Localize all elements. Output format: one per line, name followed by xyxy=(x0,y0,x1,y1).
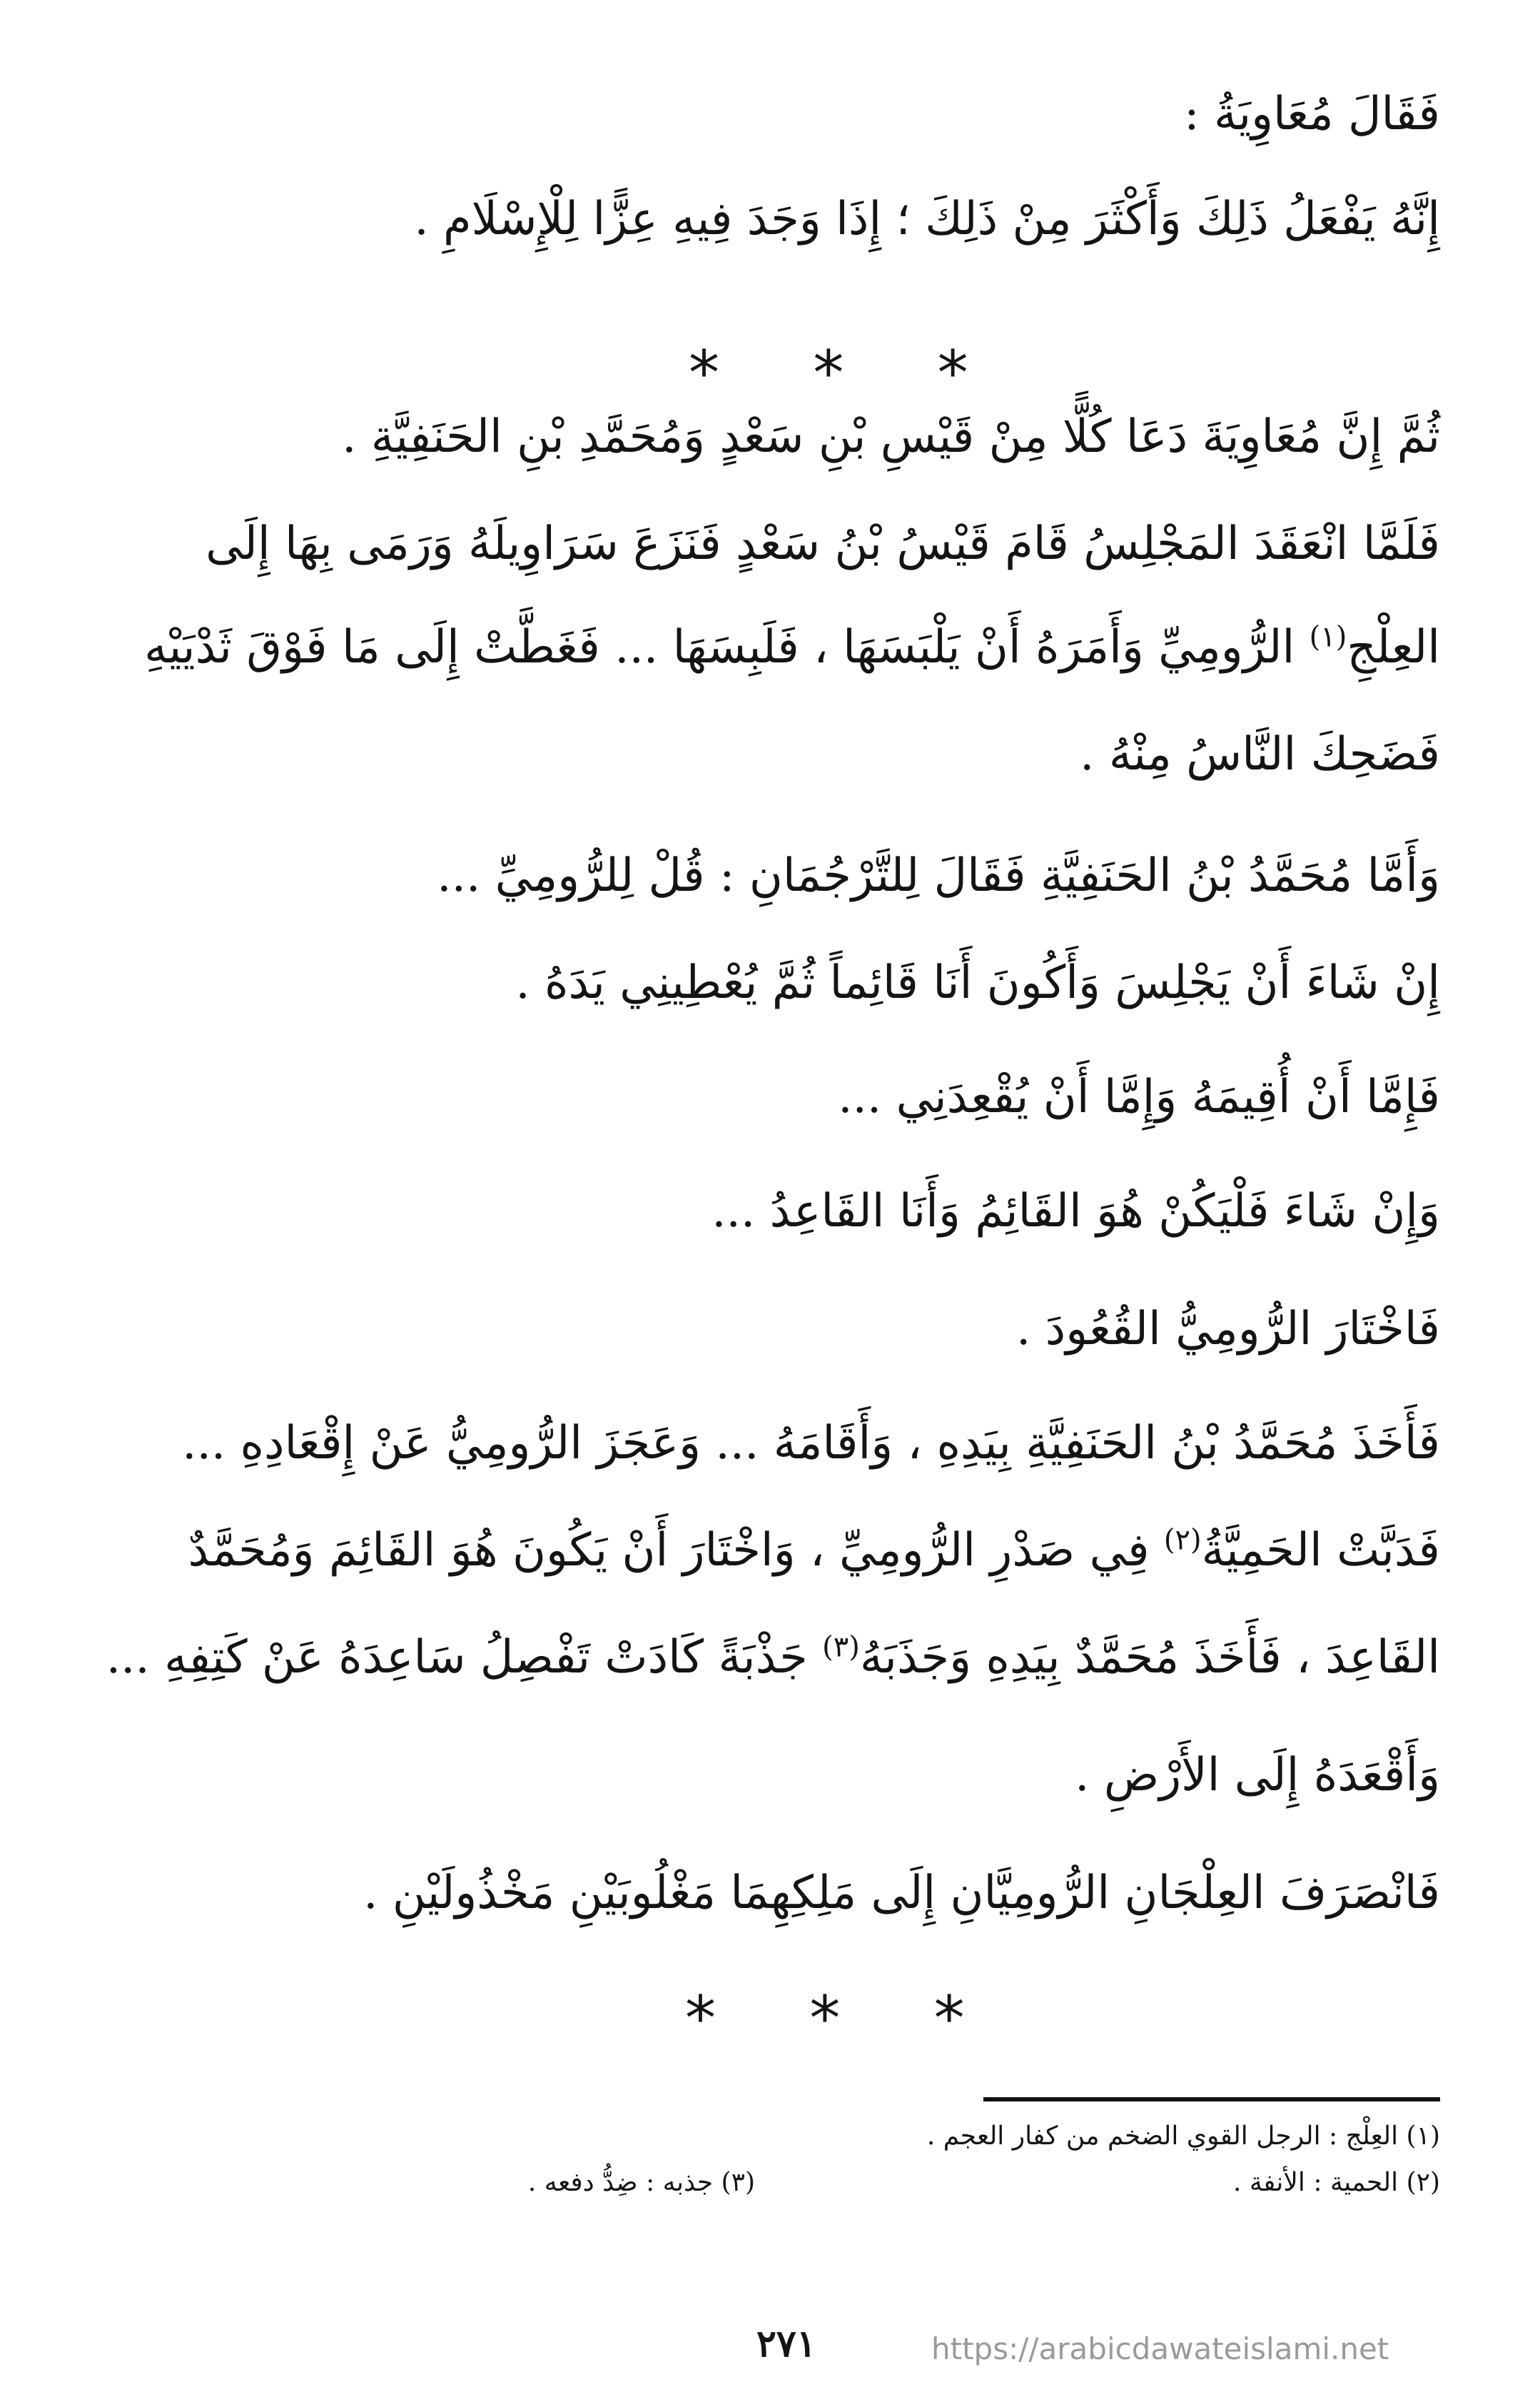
text-line-4: فَلَمَّا انْعَقَدَ المَجْلِسُ قَامَ قَيْسُ بْنُ سَعْدٍ فَنَزَعَ سَرَاوِيلَهُ وَرَمَى بِهَا إِلَى xyxy=(206,518,1440,570)
text-line-2: إِنَّهُ يَفْعَلُ ذَلِكَ وَأَكْثَرَ مِنْ ذَلِكَ ؛ إِذَا وَجَدَ فِيهِ عِزًّا لِلْإِسْلَامِ . xyxy=(414,193,1440,246)
footnote-2: (٢) الحمية : الأنفة . xyxy=(1232,2168,1440,2197)
text-line-14-start: القَاعِدَ ، فَأَخَذَ مُحَمَّدٌ بِيَدِهِ وَجَذَبَهُ xyxy=(859,1631,1440,1684)
text-line-6: فَضَحِكَ النَّاسُ مِنْهُ . xyxy=(1080,728,1440,781)
text-line-12: فَأَخَذَ مُحَمَّدُ بْنُ الحَنَفِيَّةِ بِيَدِهِ ، وَأَقَامَهُ ... وَعَجَزَ الرُّومِيُّ عَنْ إِقْعَادِهِ ... xyxy=(182,1417,1440,1470)
text-line-7: وَأَمَّا مُحَمَّدُ بْنُ الحَنَفِيَّةِ فَقَالَ لِلتَّرْجُمَانِ : قُلْ لِلرُّومِيِّ ... xyxy=(437,849,1440,902)
footnote-ref-3: (٣) xyxy=(822,1630,860,1664)
watermark-url: https://arabicdawateislami.net xyxy=(931,2331,1389,2366)
footnote-divider xyxy=(983,2097,1440,2101)
section-separator-2: * * * xyxy=(685,1983,1002,2054)
text-line-3: ثُمَّ إِنَّ مُعَاوِيَةَ دَعَا كُلًّا مِنْ قَيْسِ بْنِ سَعْدٍ وَمُحَمَّدِ بْنِ الحَنَفِيَّةِ . xyxy=(342,410,1440,463)
text-line-13-rest: فِي صَدْرِ الرُّومِيِّ ، وَاخْتَارَ أَنْ يَكُونَ هُوَ القَائِمَ وَمُحَمَّدٌ xyxy=(188,1524,1150,1577)
footnote-ref-2: (٢) xyxy=(1163,1523,1202,1557)
text-line-10: وَإِنْ شَاءَ فَلْيَكُنْ هُوَ القَائِمُ وَأَنَا القَاعِدُ ... xyxy=(711,1185,1440,1238)
text-line-15: وَأَقْعَدَهُ إِلَى الأَرْضِ . xyxy=(1075,1749,1440,1802)
footnote-1: (١) العِلْج : الرجل القوي الضخم من كفار العجم . xyxy=(926,2121,1440,2151)
page-number: ٢٧١ xyxy=(756,2322,816,2366)
text-line-14-rest: جَذْبَةً كَادَتْ تَفْصِلُ سَاعِدَهُ عَنْ كَتِفِهِ ... xyxy=(106,1631,808,1684)
text-line-13 xyxy=(188,1523,1440,1577)
text-line-5 xyxy=(144,620,1440,674)
text-line-8: إِنْ شَاءَ أَنْ يَجْلِسَ وَأَكُونَ أَنَا قَائِماً ثُمَّ يُعْطِينِي يَدَهُ . xyxy=(515,957,1440,1009)
text-line-16: فَانْصَرَفَ العِلْجَانِ الرُّومِيَّانِ إِلَى مَلِكِهِمَا مَغْلُوبَيْنِ مَخْذُولَيْنِ . xyxy=(363,1867,1440,1919)
text-line-5-rest: الرُّومِيِّ وَأَمَرَهُ أَنْ يَلْبَسَهَا ، فَلَبِسَهَا ... فَغَطَّتْ إِلَى مَا فَوْقَ ثَدْيَيْهِ xyxy=(144,621,1295,674)
text-line-9: فَإِمَّا أَنْ أُقِيمَهُ وَإِمَّا أَنْ يُقْعِدَنِي ... xyxy=(838,1071,1440,1124)
text-line-14 xyxy=(106,1630,1440,1684)
text-line-1: فَقَالَ مُعَاوِيَةُ : xyxy=(1184,88,1440,141)
footnote-3: (٣) جذبه : ضِدُّ دفعه . xyxy=(527,2168,755,2197)
footnote-ref-1: (١) xyxy=(1309,620,1347,654)
word-hamiyya: فَدَبَّتْ الحَمِيَّةُ xyxy=(1201,1524,1440,1577)
word-ilj: العِلْجِ xyxy=(1347,621,1440,674)
text-line-11: فَاخْتَارَ الرُّومِيُّ القُعُودَ . xyxy=(1016,1303,1440,1356)
section-separator-1: * * * xyxy=(689,338,1005,409)
